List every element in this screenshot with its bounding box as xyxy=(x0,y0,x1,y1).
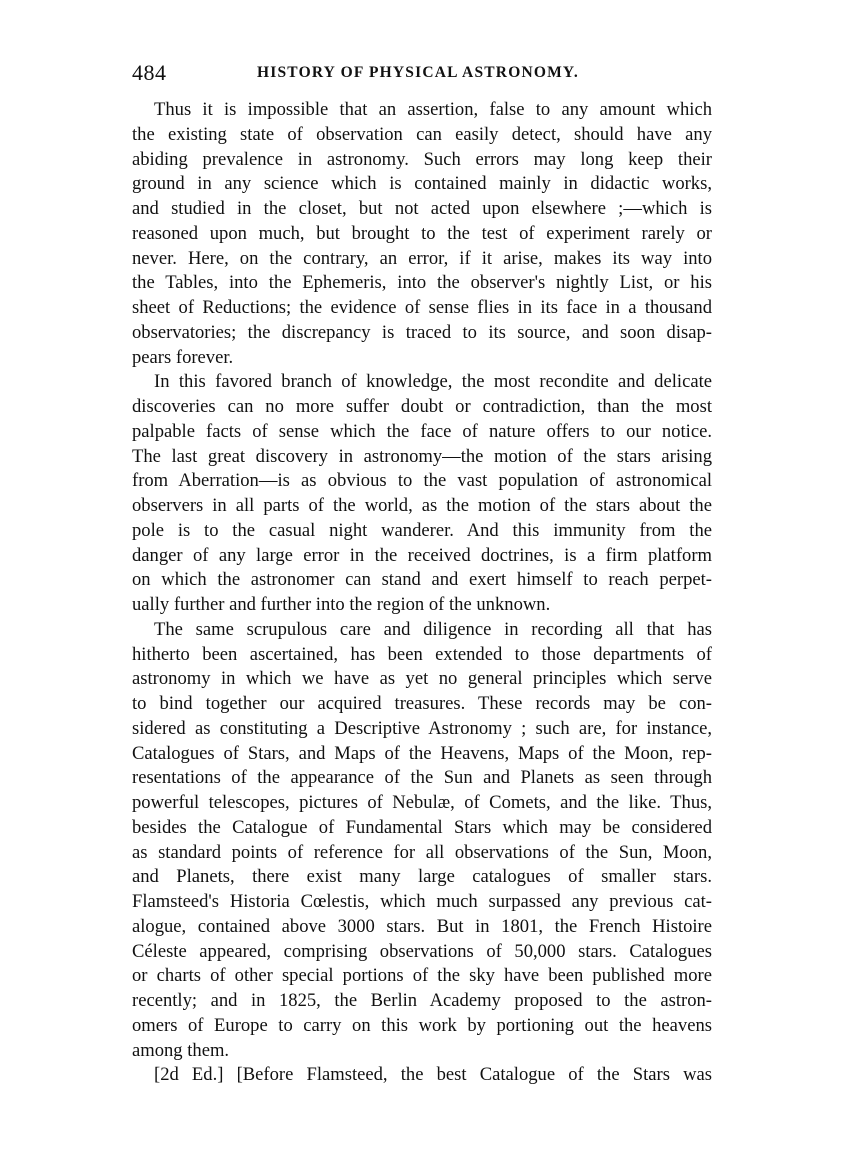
text-line: The last great discovery in astronomy—the motion of the stars arising xyxy=(132,445,712,467)
text-line: to bind together our acquired treasures. These records may be con- xyxy=(132,693,712,714)
text-line: omers of Europe to carry on this work by portioning out the heavens xyxy=(132,1014,712,1036)
running-head: HISTORY OF PHYSICAL ASTRONOMY. xyxy=(257,64,579,81)
text-line: and studied in the closet, but not acted upon elsewhere ;—which is xyxy=(132,198,712,219)
text-line: discoveries can no more suffer doubt or contradiction, than the most xyxy=(132,396,712,417)
text-line: In this favored branch of knowledge, the most recondite and delicate xyxy=(154,371,712,393)
text-line: observatories; the discrepancy is traced to its source, and soon disap- xyxy=(132,321,712,343)
text-line: the existing state of observation can easily detect, should have any xyxy=(132,123,712,145)
text-line: resentations of the appearance of the Sun and Planets as seen through xyxy=(132,767,712,789)
text-line: Flamsteed's Historia Cœlestis, which much surpassed any previous cat- xyxy=(132,891,712,912)
text-line: powerful telescopes, pictures of Nebulæ, of Comets, and the like. Thus, xyxy=(132,792,712,813)
text-line: from Aberration—is as obvious to the vast population of astronomical xyxy=(132,470,712,492)
text-line: as standard points of reference for all observations of the Sun, Moon, xyxy=(132,841,712,863)
text-line: sheet of Reductions; the evidence of sense flies in its face in a thousand xyxy=(132,297,712,318)
text-line: ground in any science which is contained mainly in didactic works, xyxy=(132,173,712,195)
text-line: Catalogues of Stars, and Maps of the Heavens, Maps of the Moon, rep- xyxy=(132,742,712,764)
text-line: hitherto been ascertained, has been extended to those departments of xyxy=(132,643,712,665)
text-line: on which the astronomer can stand and exert himself to reach perpet- xyxy=(132,569,712,591)
page-number: 484 xyxy=(132,60,167,85)
text-line: sidered as constituting a Descriptive Astronomy ; such are, for instance, xyxy=(132,717,712,739)
text-line: the Tables, into the Ephemeris, into the observer's nightly List, or his xyxy=(132,272,712,294)
text-line: or charts of other special portions of the sky have been published more xyxy=(132,965,712,987)
body-text xyxy=(132,98,712,1088)
text-line: reasoned upon much, but brought to the test of experiment rarely or xyxy=(132,222,712,244)
text-line: [2d Ed.] [Before Flamsteed, the best Catalogue of the Stars was xyxy=(154,1064,712,1086)
page-header xyxy=(132,60,712,86)
text-line: pears forever. xyxy=(132,346,234,368)
text-line: Thus it is impossible that an assertion, false to any amount which xyxy=(154,99,712,120)
text-line: danger of any large error in the received doctrines, is a firm platform xyxy=(132,544,712,566)
text-line: recently; and in 1825, the Berlin Academy proposed to the astron- xyxy=(132,990,712,1011)
text-line: and Planets, there exist many large catalogues of smaller stars. xyxy=(132,866,712,888)
text-line: abiding prevalence in astronomy. Such errors may long keep their xyxy=(132,148,712,170)
text-line: pole is to the casual night wanderer. And this immunity from the xyxy=(132,519,712,541)
text-line: astronomy in which we have as yet no general principles which serve xyxy=(132,668,712,690)
text-line: Céleste appeared, comprising observations of 50,000 stars. Catalogues xyxy=(132,940,712,962)
text-line: observers in all parts of the world, as the motion of the stars about the xyxy=(132,495,712,516)
text-line: never. Here, on the contrary, an error, if it arise, makes its way into xyxy=(132,247,712,269)
text-line: besides the Catalogue of Fundamental Stars which may be considered xyxy=(132,816,712,838)
text-line: palpable facts of sense which the face of nature offers to our notice. xyxy=(132,420,712,442)
text-line: among them. xyxy=(132,1039,230,1061)
text-line: alogue, contained above 3000 stars. But in 1801, the French Histoire xyxy=(132,915,712,937)
text-line: The same scrupulous care and diligence in recording all that has xyxy=(154,618,712,640)
text-line: ually further and further into the region of the unknown. xyxy=(132,594,551,615)
